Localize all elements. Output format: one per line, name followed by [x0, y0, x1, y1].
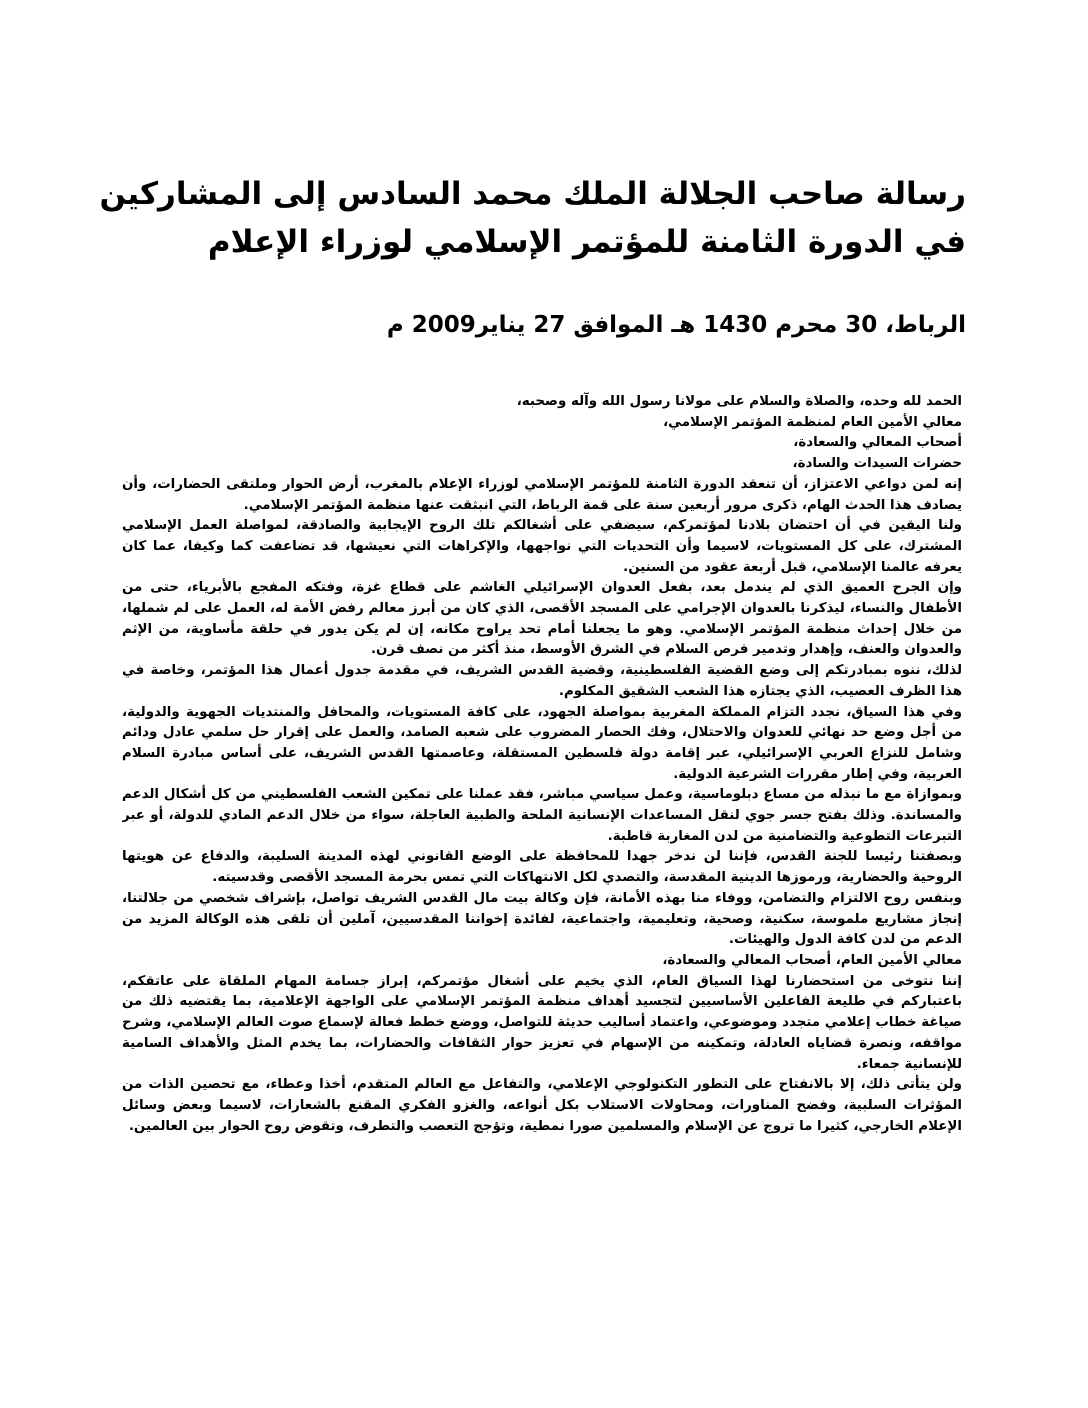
- salutation-excellencies: أصحاب المعالي والسعادة،: [793, 435, 962, 451]
- dateline: الرباط، 30 محرم 1430 هـ الموافق 27 يناير2009 م: [386, 312, 966, 338]
- salutation-ladies-gentlemen: حضرات السيدات والسادة،: [792, 456, 962, 472]
- document-body: [122, 392, 962, 1348]
- body-paragraph: لذلك، ننوه بمبادرتكم إلى وضع القضية الفلسطينية، وقضية القدس الشريف، في مقدمة جدول أعمال هذا المؤتمر، وخاصة في هذا الظرف العصيب، الذي يجتازه هذا الشعب الشقيق المكلوم.: [122, 663, 962, 699]
- body-paragraph: إنه لمن دواعي الاعتزاز، أن تنعقد الدورة الثامنة للمؤتمر الإسلامي لوزراء الإعلام بالمغرب، أرض الحوار وملتقى الحضارات، وأن يصادف هذا الحدث الهام، ذكرى مرور أربعين سنة على قمة الرباط، التي انبثقت عنها منظمة المؤتمر الإسلامي.: [122, 476, 962, 513]
- salutation-repeat: معالي الأمين العام، أصحاب المعالي والسعادة،: [662, 952, 962, 968]
- body-paragraph: وبموازاة مع ما نبذله من مساع دبلوماسية، وعمل سياسي مباشر، فقد عملنا على تمكين الشعب الفلسطيني من كل أشكال الدعم والمساندة. وذلك بفتح جسر جوي لنقل المساعدات الإنسانية الملحة والطبية العاجلة، سواء من خلال الدعم المادي للدولة، أو عبر التبرعات التطوعية والتضامنية من لدن المغاربة قاطبة.: [122, 787, 962, 844]
- body-paragraph: وبنفس روح الالتزام والتضامن، ووفاء منا بهذه الأمانة، فإن وكالة بيت مال القدس الشريف تواصل، بإشراف شخصي من جلالتنا، إنجاز مشاريع ملموسة، سكنية، وصحية، وتعليمية، واجتماعية، لفائدة إخواننا المقدسيين، آملين أن تلقى هذه الوكالة المزيد من الدعم من لدن كافة الدول والهيئات.: [122, 890, 962, 948]
- body-paragraph: ولن يتأتى ذلك، إلا بالانفتاح على التطور التكنولوجي الإعلامي، والتفاعل مع العالم المتقدم، أخذا وعطاء، مع تحصين الذات من المؤثرات السلبية، وفضح المناورات، ومحاولات الاستلاب بكل أنواعه، والغزو الفكري المقنع بالشعارات، لاسيما وبعض وسائل الإعلام الخارجي، كثيرا ما تروج عن الإسلام والمسلمين صورا نمطية، وتؤجج التعصب والتطرف، وتقوض روح الحوار بين العالمين.: [122, 1077, 962, 1134]
- body-paragraph: وإن الجرح العميق الذي لم يندمل بعد، بفعل العدوان الإسرائيلي الغاشم على قطاع غزة، وفتكه المفجع بالأبرياء، حتى من الأطفال والنساء، ليذكرنا بالعدوان الإجرامي على المسجد الأقصى، الذي كان من أبرز معالم رفض الأمة له، العمل على لم شملها، من خلال إحداث منظمة المؤتمر الإسلامي. وهو ما يجعلنا أمام تحد يراوح مكانه، إن لم يكن يدور في حلقة مأساوية، من الإثم والعدوان والعنف، وإهدار وتدمير فرص السلام في الشرق الأوسط، منذ أكثر من نصف قرن.: [122, 580, 962, 658]
- title-line-1: رسالة صاحب الجلالة الملك محمد السادس إلى المشاركين: [99, 176, 966, 212]
- opening-praise: الحمد لله وحده، والصلاة والسلام على مولانا رسول الله وآله وصحبه،: [516, 394, 962, 409]
- document-title: [99, 170, 966, 266]
- body-paragraph: وبصفتنا رئيسا للجنة القدس، فإننا لن ندخر جهدا للمحافظة على الوضع القانوني لهذه المدينة السليبة، والدفاع عن هويتها الروحية والحضارية، ورموزها الدينية المقدسة، والتصدي لكل الانتهاكات التي تمس بحرمة المسجد الأقصى وقدسيته.: [122, 849, 962, 886]
- body-paragraph: إننا نتوخى من استحضارنا لهذا السياق العام، الذي يخيم على أشغال مؤتمركم، إبراز جسامة المهام الملقاة على عاتقكم، باعتباركم في طليعة الفاعلين الأساسيين لتجسيد أهداف منظمة المؤتمر الإسلامي على الواجهة الإعلامية، بما يقتضيه ذلك من صياغة خطاب إعلامي متجدد وموضوعي، واعتماد أساليب حديثة للتواصل، ووضع خطط فعالة لإسماع صوت العالم الإسلامي، وشرح مواقفه، ونصرة قضاياه العادلة، وتمكينه من الإسهام في تعزيز حوار الثقافات والحضارات، بما يخدم المثل والأهداف السامية للإنسانية جمعاء.: [122, 973, 962, 1072]
- body-paragraph: ولنا اليقين في أن احتضان بلادنا لمؤتمركم، سيضفي على أشغالكم تلك الروح الإيجابية والصادقة، لمواصلة العمل الإسلامي المشترك، على كل المستويات، لاسيما وأن التحديات التي نواجهها، والإكراهات التي نعيشها، قد تضاعفت كما وكيفا، عما كان يعرفه عالمنا الإسلامي، قبل أربعة عقود من السنين.: [122, 518, 962, 575]
- salutation-secretary-general: معالي الأمين العام لمنظمة المؤتمر الإسلامي،: [663, 414, 962, 430]
- title-line-2: في الدورة الثامنة للمؤتمر الإسلامي لوزراء الإعلام: [207, 224, 966, 260]
- body-paragraph: وفي هذا السياق، نجدد التزام المملكة المغربية بمواصلة الجهود، على كافة المستويات، والمحافل والمنتديات الجهوية والدولية، من أجل وضع حد نهائي للعدوان والاحتلال، وفك الحصار المضروب على شعبه الصامد، والعمل على إقرار حل سلمي عادل ودائم وشامل للنزاع العربي الإسرائيلي، عبر إقامة دولة فلسطين المستقلة، وعاصمتها القدس الشريف، على أساس مبادرة السلام العربية، وفي إطار مقررات الشرعية الدولية.: [122, 704, 962, 782]
